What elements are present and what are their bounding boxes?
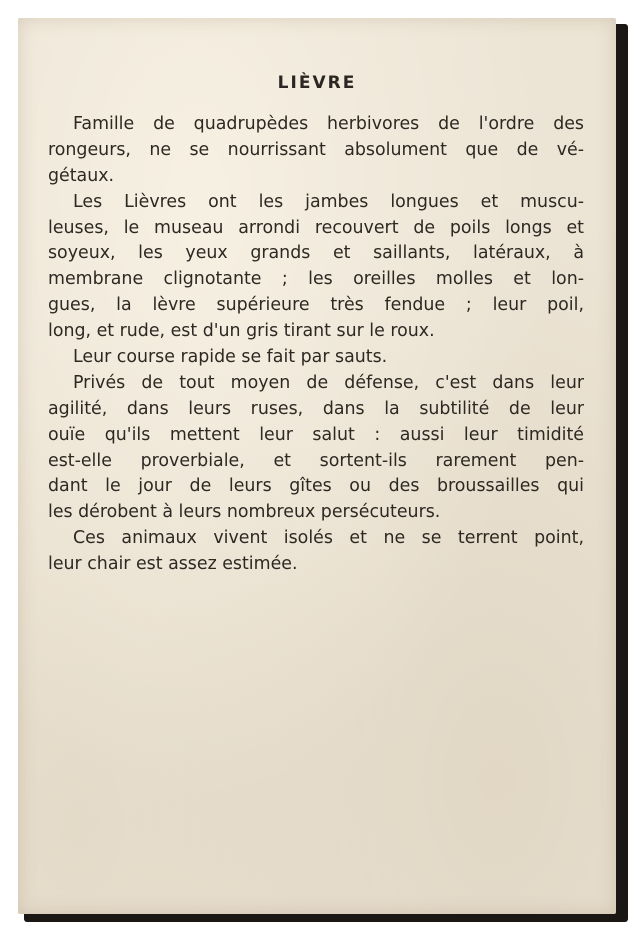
text-line: soyeux, les yeux grands et saillants, latéraux, à bbox=[48, 243, 584, 264]
postcard bbox=[18, 18, 616, 914]
text-line: ouïe qu'ils mettent leur salut : aussi leur timidité bbox=[48, 424, 584, 445]
text-line: Leur course rapide se fait par sauts. bbox=[73, 347, 388, 368]
text-line: gues, la lèvre supérieure très fendue ; leur poil, bbox=[48, 295, 584, 316]
text-line: leur chair est assez estimée. bbox=[48, 554, 298, 575]
text-line: Ces animaux vivent isolés et ne se terrent point, bbox=[73, 528, 584, 549]
text-line: est-elle proverbiale, et sortent-ils rarement pen- bbox=[48, 450, 584, 471]
text-line: Famille de quadrupèdes herbivores de l'ordre des bbox=[73, 114, 584, 134]
card-title: LIÈVRE bbox=[277, 73, 357, 93]
text-line: les dérobent à leurs nombreux persécuteurs. bbox=[48, 502, 441, 523]
text-line: agilité, dans leurs ruses, dans la subtilité de leur bbox=[48, 398, 584, 419]
text-line: Les Lièvres ont les jambes longues et muscu- bbox=[73, 191, 584, 212]
text-line: leuses, le museau arrondi recouvert de poils longs et bbox=[48, 217, 584, 238]
text-line: long, et rude, est d'un gris tirant sur le roux. bbox=[48, 321, 435, 342]
card-body-text bbox=[48, 112, 584, 578]
text-line: rongeurs, ne se nourrissant absolument que de vé- bbox=[48, 139, 584, 160]
text-line: membrane clignotante ; les oreilles molles et lon- bbox=[48, 269, 584, 290]
text-line: Privés de tout moyen de défense, c'est dans leur bbox=[73, 372, 584, 393]
text-line: gétaux. bbox=[48, 165, 115, 186]
text-line: dant le jour de leurs gîtes ou des broussailles qui bbox=[48, 476, 584, 497]
